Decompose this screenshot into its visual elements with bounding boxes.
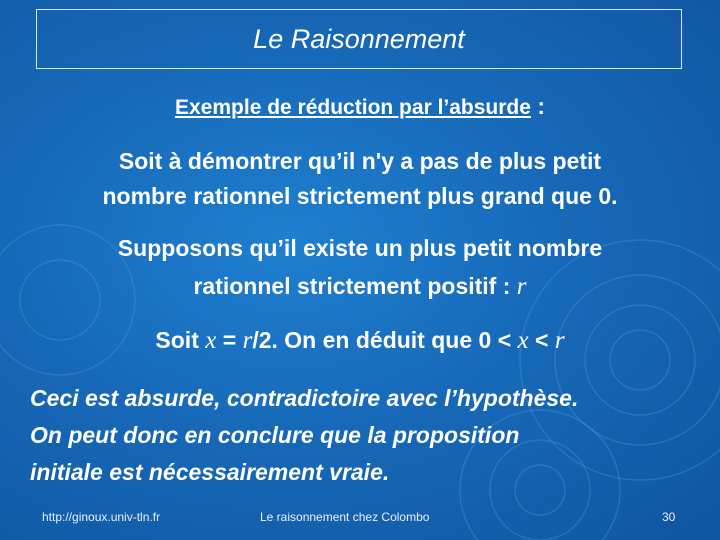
conclusion-line-1: Ceci est absurde, contradictoire avec l’hypothèse. xyxy=(30,385,579,411)
variable-r: r xyxy=(516,273,527,300)
footer-url: http://ginoux.univ-tln.fr xyxy=(42,510,161,524)
variable-x: x xyxy=(517,327,529,354)
variable-r: r xyxy=(242,327,253,354)
conclusion-line-2: On peut donc en conclure que la proposition xyxy=(30,422,520,448)
claim-line-1: Soit à démontrer qu’il n'y a pas de plus petit xyxy=(118,148,602,174)
page-title: Le Raisonnement xyxy=(253,23,465,54)
claim-line-2: nombre rationnel strictement plus grand que 0. xyxy=(102,183,618,209)
heading-colon: : xyxy=(530,93,545,119)
deduction-text-4: < xyxy=(528,327,555,353)
deduction-line xyxy=(0,324,720,357)
suppose-line-1: Supposons qu’il existe un plus petit nombre xyxy=(117,235,603,261)
example-heading: Exemple de réduction par l’absurde xyxy=(175,96,531,119)
deduction-text-2: = xyxy=(216,327,243,353)
variable-x: x xyxy=(205,327,217,354)
title-box xyxy=(36,9,682,69)
conclusion-line-3: initiale est nécessairement vraie. xyxy=(30,459,390,485)
variable-r: r xyxy=(554,327,565,354)
deduction-text-1: Soit xyxy=(155,327,206,353)
footer-center-text: Le raisonnement chez Colombo xyxy=(260,510,430,524)
suppose-text: rationnel strictement positif : xyxy=(193,273,517,299)
suppose-line-2 xyxy=(0,270,720,303)
example-heading-line xyxy=(0,90,720,124)
deduction-text-3: /2. On en déduit que 0 < xyxy=(252,327,518,353)
page-number: 30 xyxy=(662,510,676,524)
